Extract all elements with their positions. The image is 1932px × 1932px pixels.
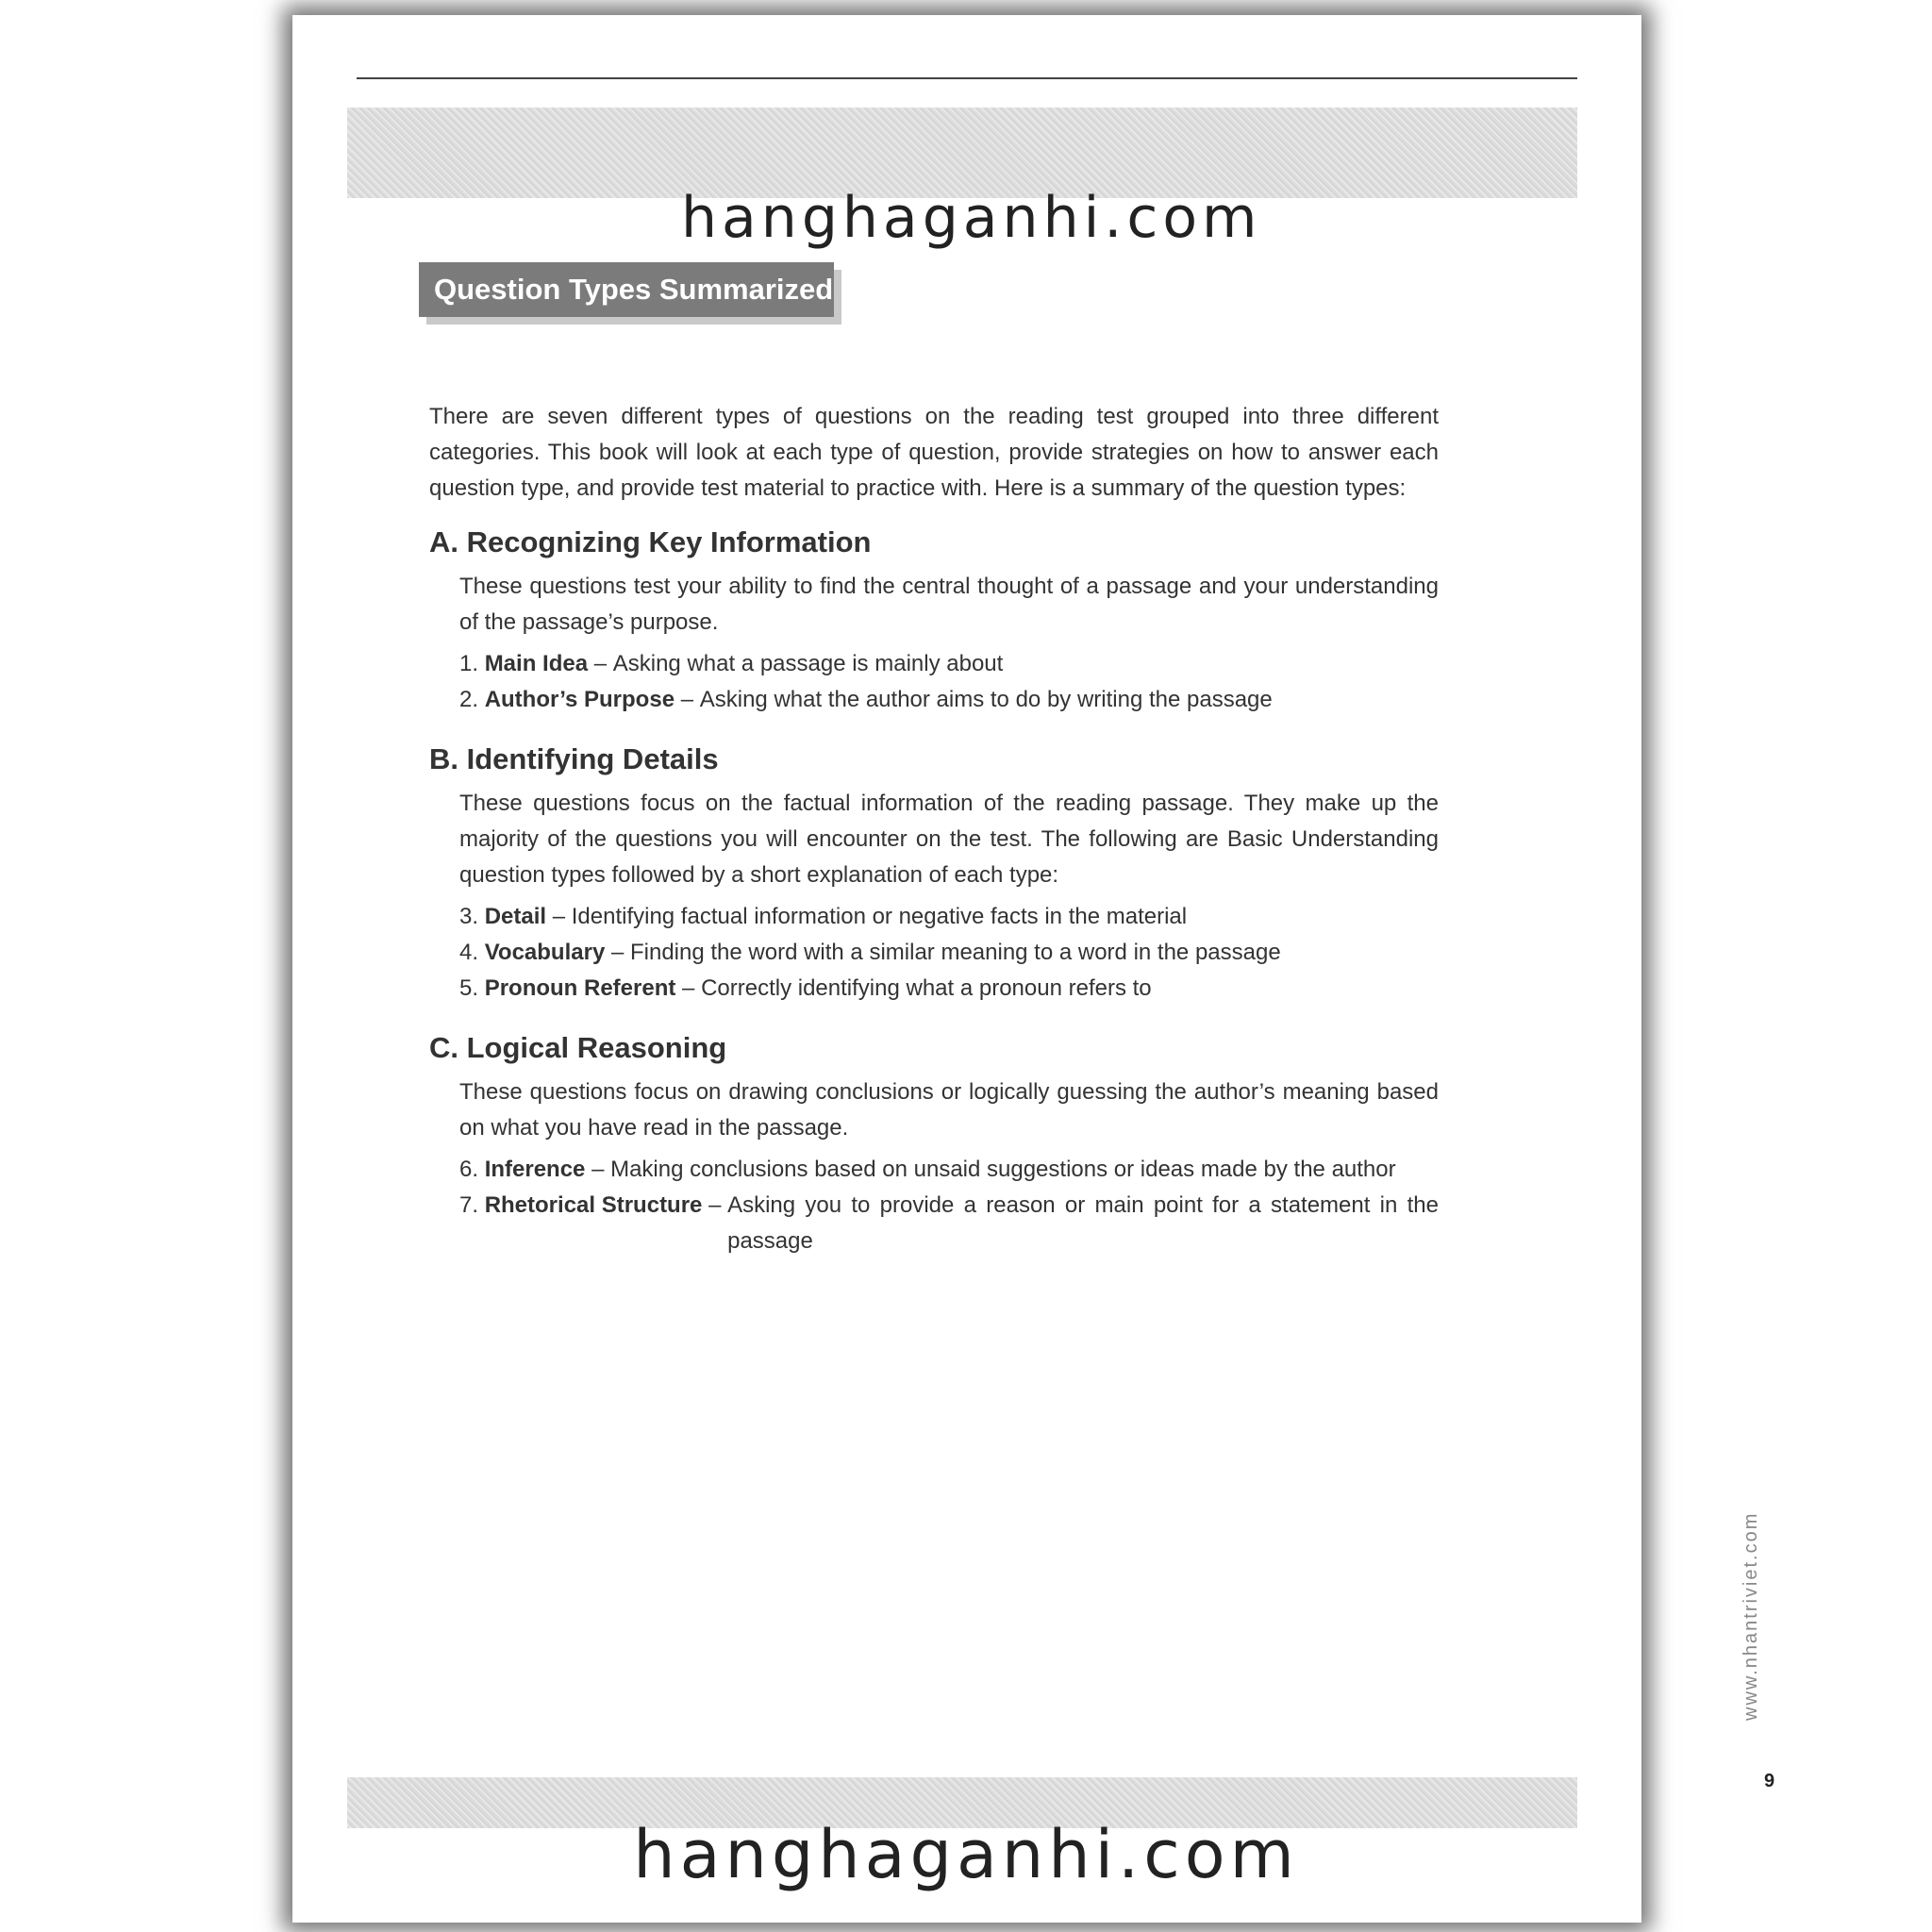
- section-title: Question Types Summarized: [419, 262, 834, 317]
- list-item: [459, 682, 1439, 718]
- item-text: Correctly identifying what a pronoun refers to: [701, 975, 1152, 1001]
- item-number: 6.: [459, 1157, 485, 1182]
- list-item: [459, 1188, 1439, 1259]
- item-term: Author’s Purpose: [484, 687, 675, 712]
- item-text: Identifying factual information or negative facts in the material: [571, 904, 1188, 929]
- page-content: [429, 399, 1439, 1259]
- section-heading: C. Logical Reasoning: [429, 1031, 727, 1064]
- item-number: 1.: [459, 651, 485, 676]
- section-description: These questions focus on the factual information of the reading passage. They make up the majority of the questions you will encounter on the test. The following are Basic Understanding question types followed by a short explanation of each type:: [459, 791, 1439, 888]
- item-term: Main Idea: [484, 651, 589, 676]
- item-term: Inference: [484, 1157, 586, 1182]
- top-rule: [357, 77, 1577, 79]
- item-dash: –: [675, 975, 702, 1001]
- item-text: Asking you to provide a reason or main point for a statement in the passage: [727, 1192, 1439, 1254]
- section-c: [429, 1027, 1439, 1259]
- list-item: [459, 899, 1439, 935]
- item-dash: –: [675, 687, 700, 712]
- section-description: These questions test your ability to find the central thought of a passage and your understanding of the passage’s purpose.: [459, 574, 1439, 635]
- item-dash: –: [585, 1157, 611, 1182]
- section-b: [429, 739, 1439, 1007]
- list-item: [459, 935, 1439, 971]
- item-text: Asking what a passage is mainly about: [612, 651, 1004, 676]
- intro-paragraph: There are seven different types of questions on the reading test grouped into three different categories. This book will look at each type of question, provide strategies on how to answer each question type, and provide test material to practice with. Here is a summary of the question types:: [429, 404, 1439, 501]
- item-number: 3.: [459, 904, 485, 929]
- list-item: [459, 971, 1439, 1007]
- item-dash: –: [588, 651, 613, 676]
- section-a: [429, 522, 1439, 718]
- section-heading: A. Recognizing Key Information: [429, 525, 872, 558]
- item-text: Finding the word with a similar meaning to a word in the passage: [629, 940, 1281, 965]
- watermark-top: hanghaganhi.com: [681, 185, 1262, 251]
- item-dash: –: [702, 1192, 728, 1218]
- section-description: These questions focus on drawing conclusions or logically guessing the author’s meaning based on what you have read in the passage.: [459, 1079, 1439, 1141]
- item-text: Making conclusions based on unsaid suggestions or ideas made by the author: [610, 1157, 1396, 1182]
- item-dash: –: [605, 940, 630, 965]
- item-number: 2.: [459, 687, 485, 712]
- side-url: www.nhantriviet.com: [1740, 1511, 1761, 1721]
- item-dash: –: [546, 904, 572, 929]
- section-heading: B. Identifying Details: [429, 742, 719, 775]
- item-term: Vocabulary: [484, 940, 606, 965]
- document-page: [292, 15, 1775, 1923]
- item-text: Asking what the author aims to do by writing the passage: [699, 687, 1273, 712]
- item-term: Rhetorical Structure: [484, 1192, 703, 1218]
- item-number: 5.: [459, 975, 485, 1001]
- item-number: 7.: [459, 1192, 485, 1218]
- page-number: 9: [1764, 1771, 1775, 1791]
- item-term: Pronoun Referent: [484, 975, 676, 1001]
- watermark-bottom: hanghaganhi.com: [633, 1816, 1299, 1893]
- list-item: [459, 1152, 1439, 1188]
- item-term: Detail: [484, 904, 547, 929]
- item-number: 4.: [459, 940, 485, 965]
- list-item: [459, 646, 1439, 682]
